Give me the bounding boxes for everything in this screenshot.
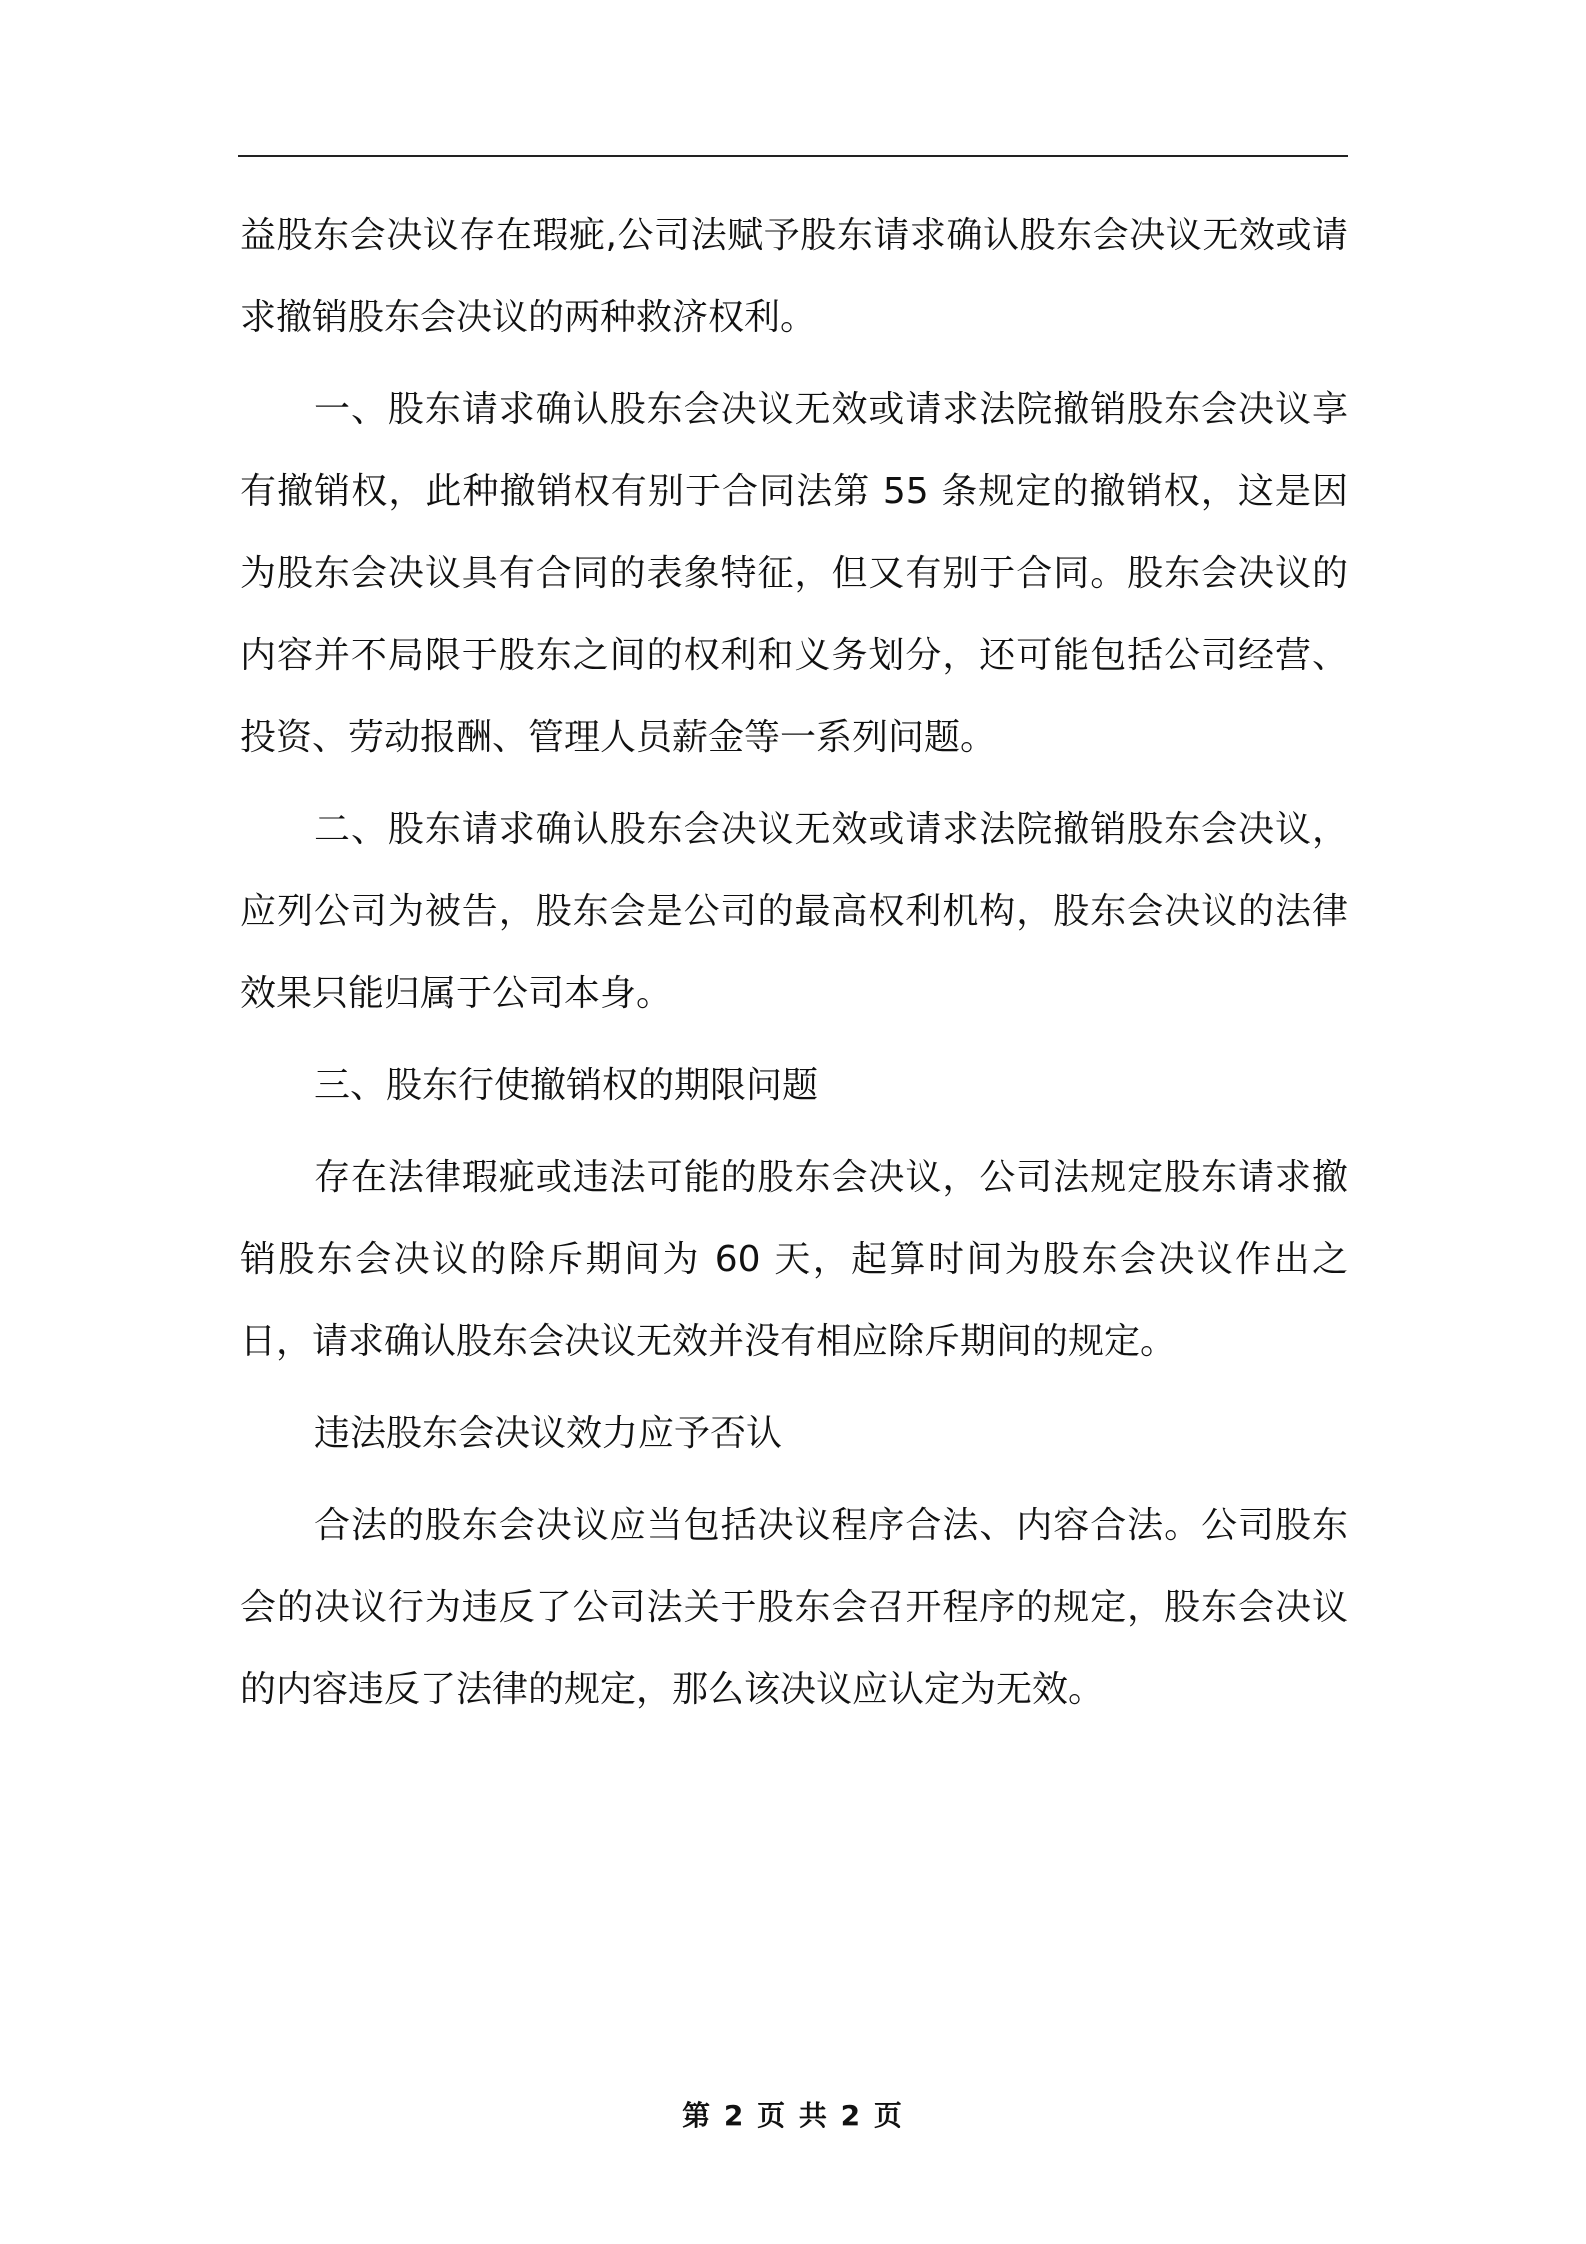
paragraph: 合法的股东会决议应当包括决议程序合法、内容合法。公司股东会的决议行为违反了公司法关于股东会召开程序的规定，股东会决议的内容违反了法律的规定，那么该决议应认定为无效。 [240,1505,1348,1710]
paragraph: 二、股东请求确认股东会决议无效或请求法院撤销股东会决议，应列公司为被告，股东会是公司的最高权利机构，股东会决议的法律效果只能归属于公司本身。 [240,809,1348,1014]
paragraph: 一、股东请求确认股东会决议无效或请求法院撤销股东会决议享有撤销权，此种撤销权有别于合同法第 55 条规定的撤销权，这是因为股东会决议具有合同的表象特征，但又有别于合同。股东会决议的内容并不局限于股东之间的权利和义务划分，还可能包括公司经营、投资、劳动报酬、管理人员薪金等一系列问题。 [240,389,1348,758]
paragraph: 存在法律瑕疵或违法可能的股东会决议，公司法规定股东请求撤销股东会决议的除斥期间为 60 天，起算时间为股东会决议作出之日，请求确认股东会决议无效并没有相应除斥期间的规定。 [240,1157,1348,1362]
header-divider [238,155,1348,157]
section-heading: 三、股东行使撤销权的期限问题 [314,1065,819,1106]
document-body [240,195,1348,1741]
page-number: 第 2 页 共 2 页 [682,2099,904,2132]
paragraph: 益股东会决议存在瑕疵,公司法赋予股东请求确认股东会决议无效或请求撤销股东会决议的两种救济权利。 [240,215,1348,338]
section-heading: 违法股东会决议效力应予否认 [314,1413,783,1454]
